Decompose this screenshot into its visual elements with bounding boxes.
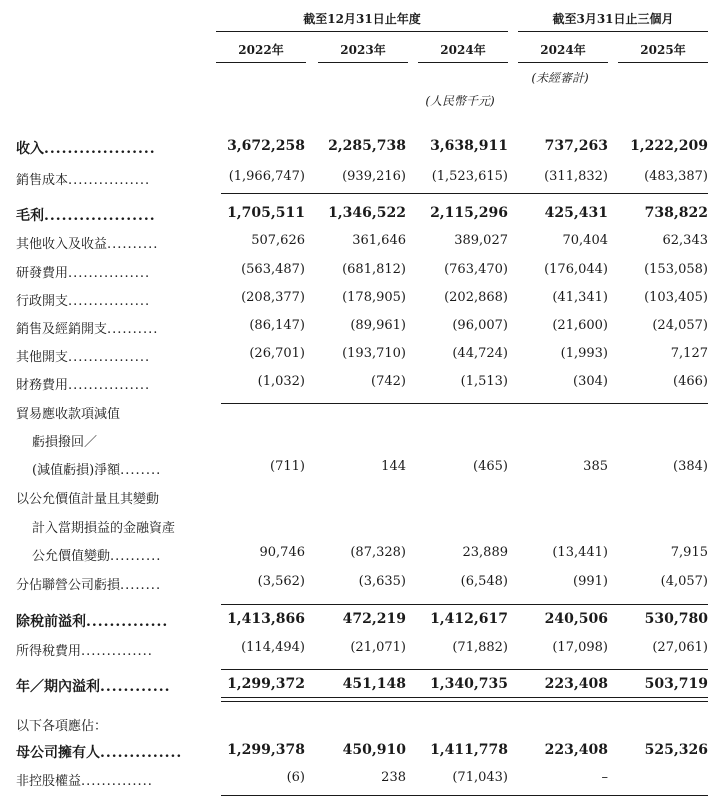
row-gross-profit	[0, 205, 720, 225]
value-cell: (193,710)	[342, 346, 406, 361]
value-cell: 1,299,378	[227, 742, 305, 758]
row-label-text: 其他收入及收益	[16, 237, 108, 252]
value-cell: 62,343	[662, 233, 708, 248]
leader-dots: ..............	[100, 745, 183, 761]
row-label-text: 除稅前溢利	[16, 614, 86, 630]
value-cell: 1,705,511	[227, 205, 305, 221]
row-non-controlling-interests	[0, 770, 720, 790]
value-cell: 2,115,296	[430, 205, 508, 221]
value-cell: 737,263	[544, 138, 608, 154]
value-cell: 1,412,617	[430, 611, 508, 627]
value-cell: (87,328)	[350, 545, 406, 560]
value-cell: (742)	[371, 374, 406, 389]
row-impairment-net	[0, 459, 720, 479]
value-cell: (21,600)	[552, 318, 608, 333]
row-fvtpl-change	[0, 545, 720, 565]
leader-dots: ..........	[107, 322, 159, 337]
row-income-tax	[0, 640, 720, 660]
value-cell: (176,044)	[544, 262, 608, 277]
leader-dots: ............	[100, 679, 171, 695]
value-cell: 425,431	[544, 205, 608, 221]
row-fvtpl-header	[0, 488, 720, 508]
leader-dots: ........	[120, 578, 162, 593]
row-label-text: 貿易應收款項減值	[16, 407, 121, 422]
row-cost-of-sales	[0, 169, 720, 189]
value-cell: 240,506	[544, 611, 608, 627]
value-cell: 525,326	[644, 742, 708, 758]
value-cell: 1,413,866	[227, 611, 305, 627]
year-rule-2022	[216, 62, 306, 63]
value-cell: (939,216)	[342, 169, 406, 184]
row-label-text: 非控股權益	[16, 774, 82, 789]
value-cell: 472,219	[342, 611, 406, 627]
row-label	[16, 676, 221, 696]
row-label	[16, 742, 221, 762]
row-label-text: 以下各項應佔：	[16, 719, 108, 734]
value-cell: (711)	[270, 459, 305, 474]
value-cell: (465)	[473, 459, 508, 474]
value-cell: 2,285,738	[328, 138, 406, 154]
rule-after-non-controlling	[221, 795, 708, 796]
row-label-text: 公允價值變動	[32, 549, 111, 564]
value-cell: (991)	[573, 574, 608, 589]
row-label	[16, 640, 221, 659]
value-cell: 238	[381, 770, 406, 785]
leader-dots: ..............	[81, 774, 153, 789]
value-cell: (1,993)	[560, 346, 608, 361]
value-cell: (89,961)	[350, 318, 406, 333]
value-cell: (202,868)	[444, 290, 508, 305]
year-header-2023: 2023年	[340, 43, 386, 57]
row-label-text: 以公允價值計量且其變動	[16, 492, 160, 507]
value-cell: –	[601, 770, 608, 785]
value-cell: 507,626	[251, 233, 305, 248]
row-label-text: 收入	[16, 141, 44, 157]
row-admin-expenses	[0, 290, 720, 310]
leader-dots: ..............	[81, 644, 153, 659]
value-cell: (311,832)	[544, 169, 608, 184]
value-cell: 144	[381, 459, 406, 474]
leader-dots: ........	[120, 463, 162, 478]
value-cell: 1,411,778	[430, 742, 508, 758]
value-cell: (681,812)	[342, 262, 406, 277]
value-cell: (103,405)	[644, 290, 708, 305]
value-cell: 7,915	[670, 545, 708, 560]
row-impairment-reversal	[0, 431, 720, 451]
row-label-text: 分佔聯營公司虧損	[16, 578, 121, 593]
header-group-year-rule	[216, 31, 508, 32]
row-label-text: 所得稅費用	[16, 644, 82, 659]
value-cell: (27,061)	[652, 640, 708, 655]
value-cell: 223,408	[544, 742, 608, 758]
leader-dots: ................	[68, 378, 151, 393]
row-label	[16, 611, 221, 631]
value-cell: 1,340,735	[430, 676, 508, 692]
value-cell: (483,387)	[644, 169, 708, 184]
value-cell: (41,341)	[552, 290, 608, 305]
row-label-text: 其他開支	[16, 350, 69, 365]
value-cell: (6)	[286, 770, 305, 785]
value-cell: 23,889	[462, 545, 508, 560]
value-cell: 738,822	[644, 205, 708, 221]
value-cell: (4,057)	[660, 574, 708, 589]
value-cell: 385	[583, 459, 608, 474]
leader-dots: ................	[68, 266, 151, 281]
row-label	[16, 715, 221, 734]
value-cell: (6,548)	[460, 574, 508, 589]
row-label	[16, 290, 221, 309]
row-label-text: 財務費用	[16, 378, 69, 393]
row-label	[16, 488, 221, 507]
leader-dots: ...................	[44, 141, 156, 157]
row-label-text: 行政開支	[16, 294, 69, 309]
value-cell: (71,882)	[452, 640, 508, 655]
value-cell: (24,057)	[652, 318, 708, 333]
quarter-rule-2024	[518, 62, 608, 63]
year-rule-2023	[318, 62, 408, 63]
row-rd-expenses	[0, 262, 720, 282]
value-cell: (384)	[673, 459, 708, 474]
year-rule-2024	[418, 62, 508, 63]
row-label	[16, 169, 221, 188]
value-cell: 7,127	[670, 346, 708, 361]
rule-after-income-tax	[221, 669, 708, 670]
row-other-income	[0, 233, 720, 253]
value-cell: (208,377)	[241, 290, 305, 305]
quarter-rule-2025	[618, 62, 708, 63]
rule-after-finance-costs	[221, 403, 708, 404]
row-revenue	[0, 138, 720, 158]
row-label	[16, 138, 221, 158]
value-cell: (178,905)	[342, 290, 406, 305]
row-other-expenses	[0, 346, 720, 366]
row-finance-costs	[0, 374, 720, 394]
row-label	[16, 233, 221, 252]
row-label-text: 毛利	[16, 208, 44, 224]
year-header-2022: 2022年	[238, 43, 284, 57]
row-label	[32, 545, 221, 564]
value-cell: (1,032)	[257, 374, 305, 389]
header-group-quarter: 截至3月31日止三個月	[552, 12, 674, 26]
row-label-text: 年／期內溢利	[16, 679, 100, 695]
value-cell: 1,346,522	[328, 205, 406, 221]
value-cell: 223,408	[544, 676, 608, 692]
row-label	[16, 262, 221, 281]
value-cell: (21,071)	[350, 640, 406, 655]
value-cell: (763,470)	[444, 262, 508, 277]
row-label	[16, 318, 221, 337]
leader-dots: ................	[68, 294, 151, 309]
header-group-quarter-rule	[518, 31, 708, 32]
row-label	[16, 205, 221, 225]
value-cell: (13,441)	[552, 545, 608, 560]
value-cell: (3,562)	[257, 574, 305, 589]
value-cell: (304)	[573, 374, 608, 389]
value-cell: 503,719	[644, 676, 708, 692]
value-cell: 1,222,209	[630, 138, 708, 154]
value-cell: (1,966,747)	[228, 169, 305, 184]
row-owners-of-parent	[0, 742, 720, 762]
value-cell: 3,672,258	[227, 138, 305, 154]
unaudited-note: (未經審計)	[531, 71, 589, 85]
row-label	[32, 459, 221, 478]
row-label	[16, 403, 221, 422]
value-cell: 530,780	[644, 611, 708, 627]
row-label-text: (減值虧損)淨額	[32, 463, 121, 478]
value-cell: 3,638,911	[430, 138, 508, 154]
row-label	[32, 517, 221, 536]
row-label-text: 研發費用	[16, 266, 69, 281]
value-cell: (114,494)	[241, 640, 305, 655]
row-label	[16, 770, 221, 789]
value-cell: 90,746	[259, 545, 305, 560]
row-label	[16, 346, 221, 365]
value-cell: 361,646	[352, 233, 406, 248]
value-cell: (17,098)	[552, 640, 608, 655]
row-label-text: 母公司擁有人	[16, 745, 100, 761]
value-cell: (563,487)	[241, 262, 305, 277]
value-cell: (26,701)	[249, 346, 305, 361]
value-cell: (3,635)	[358, 574, 406, 589]
value-cell: 1,299,372	[227, 676, 305, 692]
value-cell: 70,404	[562, 233, 608, 248]
row-selling-expenses	[0, 318, 720, 338]
row-label-text: 銷售成本	[16, 173, 69, 188]
row-label-text: 計入當期損益的金融資產	[32, 521, 176, 536]
value-cell: (466)	[673, 374, 708, 389]
row-attributable-to	[0, 715, 720, 735]
leader-dots: ................	[68, 173, 151, 188]
quarter-header-2024: 2024年	[540, 43, 586, 57]
leader-dots: ..........	[110, 549, 162, 564]
leader-dots: ..........	[107, 237, 159, 252]
row-label	[16, 574, 221, 593]
value-cell: (1,513)	[460, 374, 508, 389]
row-label-text: 銷售及經銷開支	[16, 322, 108, 337]
leader-dots: ..............	[86, 614, 169, 630]
value-cell: (153,058)	[644, 262, 708, 277]
row-profit-for-period	[0, 676, 720, 696]
row-label-text: 虧損撥回／	[32, 435, 98, 450]
leader-dots: ................	[68, 350, 151, 365]
row-label	[32, 431, 221, 450]
row-fvtpl-sub	[0, 517, 720, 537]
value-cell: 389,027	[454, 233, 508, 248]
row-impairment-header	[0, 403, 720, 423]
value-cell: (1,523,615)	[431, 169, 508, 184]
double-rule-profit-for-period	[221, 697, 708, 702]
row-share-of-associates	[0, 574, 720, 594]
quarter-header-2025: 2025年	[640, 43, 686, 57]
row-label	[16, 374, 221, 393]
header-group-year: 截至12月31日止年度	[303, 12, 421, 26]
rule-after-cost-of-sales	[221, 193, 708, 194]
rule-before-profit-before-tax	[221, 604, 708, 605]
value-cell: (71,043)	[452, 770, 508, 785]
leader-dots: ...................	[44, 208, 156, 224]
value-cell: (86,147)	[249, 318, 305, 333]
value-cell: (96,007)	[452, 318, 508, 333]
year-header-2024: 2024年	[440, 43, 486, 57]
value-cell: 451,148	[342, 676, 406, 692]
value-cell: 450,910	[342, 742, 406, 758]
row-profit-before-tax	[0, 611, 720, 631]
value-cell: (44,724)	[452, 346, 508, 361]
currency-note: (人民幣千元)	[425, 94, 495, 108]
